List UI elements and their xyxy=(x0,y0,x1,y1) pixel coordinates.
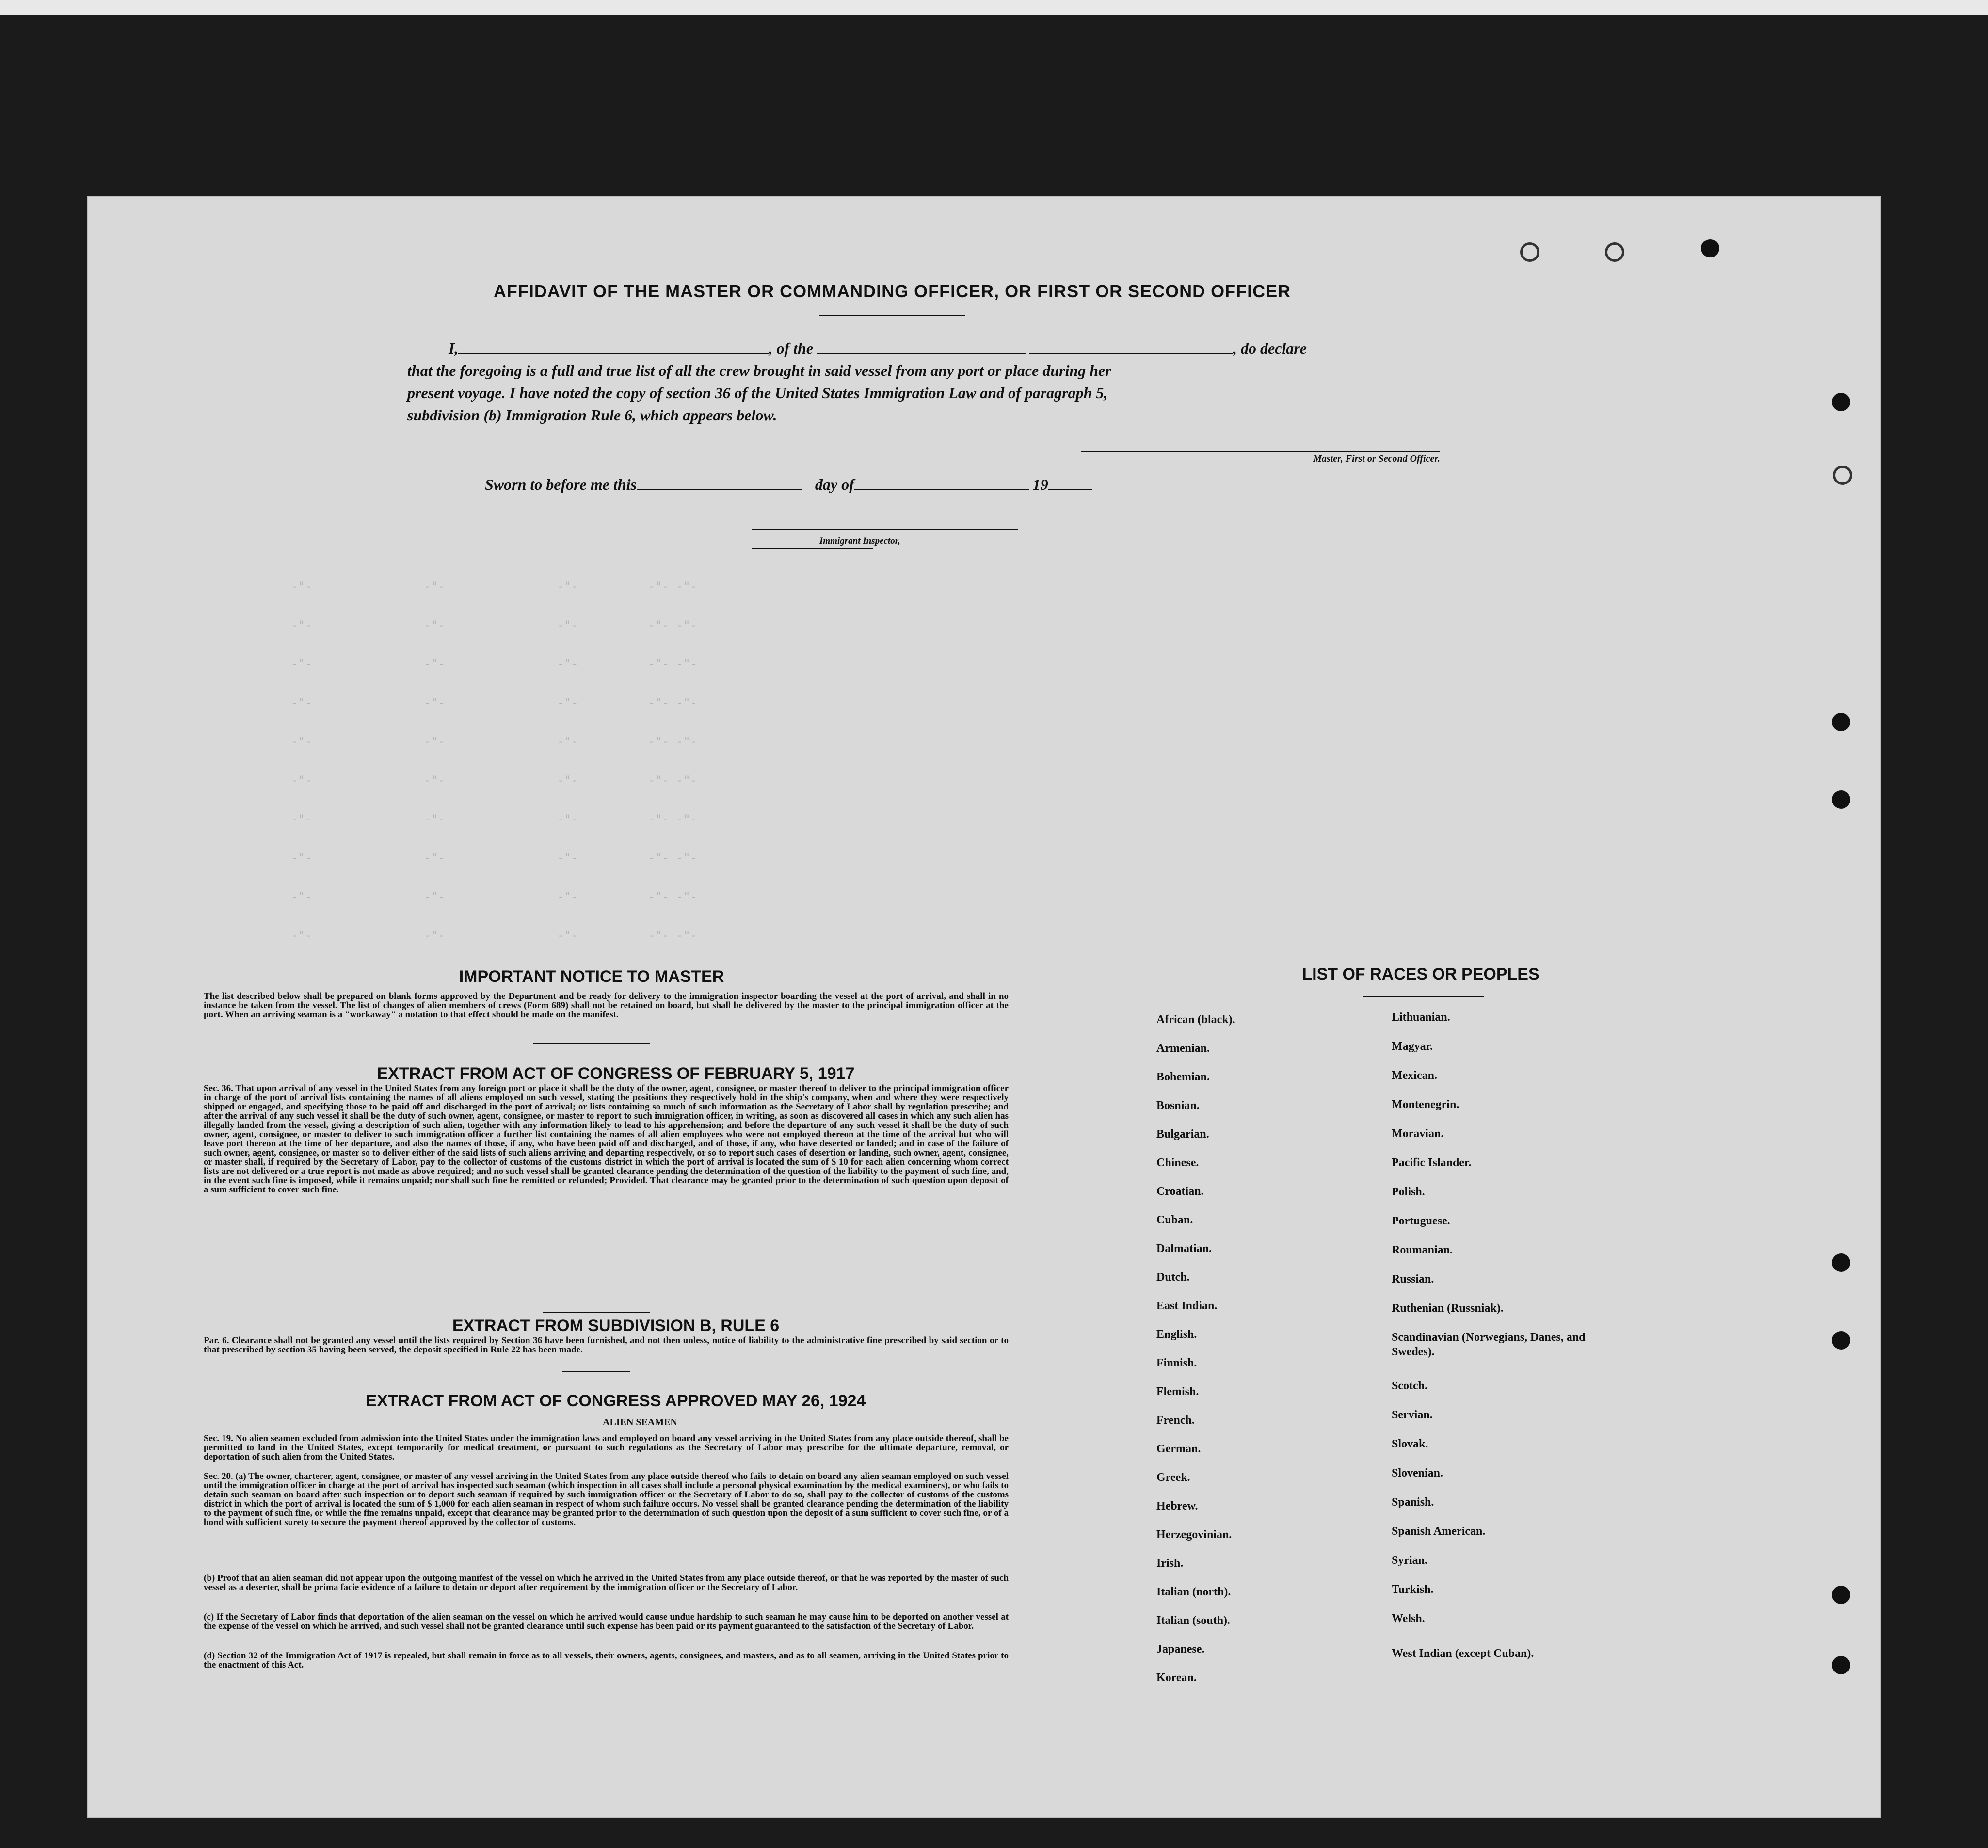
subdivision-title: EXTRACT FROM SUBDIVISION B, RULE 6 xyxy=(452,1317,780,1335)
race-item: West Indian (except Cuban). xyxy=(1392,1647,1534,1660)
sworn-line xyxy=(485,475,1092,494)
race-item: Cuban. xyxy=(1156,1214,1193,1226)
punch-hole xyxy=(1832,1253,1850,1272)
race-item: Hebrew. xyxy=(1156,1500,1198,1512)
race-item: Roumanian. xyxy=(1392,1244,1453,1256)
race-item: Moravian. xyxy=(1392,1127,1444,1140)
race-item: Scotch. xyxy=(1392,1380,1427,1392)
race-item: Russian. xyxy=(1392,1273,1434,1286)
bleed-through-row: -"- -"- -"- -"- -"- xyxy=(291,657,698,671)
race-item: Greek. xyxy=(1156,1471,1190,1484)
punch-hole xyxy=(1832,1586,1850,1604)
name-blank[interactable] xyxy=(458,339,769,354)
affidavit-title: AFFIDAVIT OF THE MASTER OR COMMANDING OFFICER, OR FIRST OR SECOND OFFICER xyxy=(493,281,1291,301)
notice-body: The list described below shall be prepared on blank forms approved by the Department and be ready for delivery to the immigration inspector boarding the vessel at the port of arrival, and shall in no instance be taken from the vessel. The list of changes of alien members of crews (Form 689) shall not be retained on board, but shall be delivered by the master to the principal immigration officer at the port. When an arriving seaman is a "workaway" a notation to that effect should be made on the manifest. xyxy=(204,991,1009,1020)
race-item: Herzegovinian. xyxy=(1156,1528,1232,1541)
bleed-through-row: -"- -"- -"- -"- -"- xyxy=(291,618,698,632)
inspector-label: Immigrant Inspector, xyxy=(819,536,900,546)
sworn-day-blank[interactable] xyxy=(637,475,802,490)
extract-1924-subtitle: ALIEN SEAMEN xyxy=(603,1417,677,1428)
race-item: Turkish. xyxy=(1392,1583,1434,1596)
extract-1924-title: EXTRACT FROM ACT OF CONGRESS APPROVED MAY 26, 1924 xyxy=(366,1392,866,1410)
race-item: Mexican. xyxy=(1392,1069,1437,1082)
race-item: Italian (north). xyxy=(1156,1586,1231,1598)
bleed-through-row: -"- -"- -"- -"- -"- xyxy=(291,890,698,903)
declaration-do-declare: , do declare xyxy=(1233,339,1307,357)
race-item: Armenian. xyxy=(1156,1042,1210,1055)
subdivision-body: Par. 6. Clearance shall not be granted any vessel until the lists required by Section 36 have been furnished, and not then unless, notice of liability to the administrative fine prescribed by said section or to that prescribed by section 35 having been served, the deposit specified in Rule 22 has been made. xyxy=(204,1335,1009,1355)
notice-divider xyxy=(533,1043,650,1044)
declaration-of-the: , of the xyxy=(769,339,813,357)
punch-hole xyxy=(1832,713,1850,731)
race-item: Pacific Islander. xyxy=(1392,1157,1472,1169)
sworn-day-of: day of xyxy=(815,476,854,493)
punch-hole xyxy=(1605,242,1624,262)
notice-title: IMPORTANT NOTICE TO MASTER xyxy=(459,967,724,986)
race-item: Korean. xyxy=(1156,1671,1197,1684)
vessel-blank[interactable] xyxy=(817,339,1026,354)
extract-1924-sec20a: Sec. 20. (a) The owner, charterer, agent, consignee, or master of any vessel arriving in the United States from any place outside thereof who fails to detain on board any alien seaman employed on such vessel until the immigration officer in charge at the port of arrival has inspected such seaman (which inspection in all cases shall include a personal physical examination by the medical examiners), or who fails to detain such seaman on board after such inspection or to deport such seaman if required by such immigration officer or the Secretary of Labor to do so, shall pay to the collector of customs of the customs district in which the port of arrival is located the sum of $ 1,000 for each alien seaman in respect of whom such failure occurs. No vessel shall be granted clearance pending the determination of the liability to the payment of such fine, or while the fine remains unpaid, except that clearance may be granted prior to the determination of such question upon the deposit of a sum sufficient to cover such fine, or of a bond with sufficient surety to secure the payment thereof approved by the collector of customs. xyxy=(204,1471,1009,1527)
manifest-page xyxy=(87,196,1881,1818)
race-item: East Indian. xyxy=(1156,1300,1218,1312)
declaration-line-4: subdivision (b) Immigration Rule 6, which appears below. xyxy=(407,406,777,424)
race-item: German. xyxy=(1156,1443,1201,1455)
race-item: Bulgarian. xyxy=(1156,1128,1209,1141)
vessel-name-blank[interactable] xyxy=(1029,339,1233,354)
race-item: Japanese. xyxy=(1156,1643,1205,1655)
extract-1924-sec19: Sec. 19. No alien seamen excluded from admission into the United States under the immigration laws and employed on board any vessel arriving in the United States from any place outside thereof, shall be permitted to land in the United States, except temporarily for medical treatment, or pursuant to such regulations as the Secretary of Labor may prescribe for the ultimate departure, removal, or deportation of such alien from the United States. xyxy=(204,1433,1009,1462)
race-item: Italian (south). xyxy=(1156,1614,1231,1627)
race-item: African (black). xyxy=(1156,1013,1235,1026)
race-item: Bohemian. xyxy=(1156,1071,1210,1083)
races-title: LIST OF RACES OR PEOPLES xyxy=(1302,965,1539,983)
inspector-signature-line-lower xyxy=(752,548,873,549)
declaration-line-2: that the foregoing is a full and true list of all the crew brought in said vessel from any port or place during her xyxy=(407,362,1111,379)
race-item: Dutch. xyxy=(1156,1271,1190,1284)
race-item: Slovak. xyxy=(1392,1438,1428,1450)
race-item: Croatian. xyxy=(1156,1185,1204,1198)
master-signature-line[interactable] xyxy=(1081,451,1440,452)
race-item: French. xyxy=(1156,1414,1195,1427)
race-item: Finnish. xyxy=(1156,1357,1197,1369)
sworn-year-blank[interactable] xyxy=(1048,475,1092,490)
race-item: Servian. xyxy=(1392,1409,1433,1421)
race-item: Flemish. xyxy=(1156,1385,1199,1398)
bleed-through-row: -"- -"- -"- -"- -"- xyxy=(291,812,698,826)
punch-hole xyxy=(1701,239,1719,257)
bleed-through-row: -"- -"- -"- -"- -"- xyxy=(291,773,698,787)
extract-1924-sec20b: (b) Proof that an alien seaman did not appear upon the outgoing manifest of the vessel on which he arrived in the United States from any place outside thereof, or that he was reported by the master of such vessel as a deserter, shall be prima facie evidence of a failure to detain or deport after requirement by the immigration officer or the Secretary of Labor. xyxy=(204,1573,1009,1592)
race-item: Polish. xyxy=(1392,1186,1425,1198)
extract-1917-divider xyxy=(543,1312,650,1313)
declaration-line-3: present voyage. I have noted the copy of section 36 of the United States Immigration Law and of paragraph 5, xyxy=(407,384,1108,402)
race-item: Portuguese. xyxy=(1392,1215,1450,1227)
race-item: Irish. xyxy=(1156,1557,1184,1570)
sworn-year: 19 xyxy=(1032,476,1048,493)
master-signature-label: Master, First or Second Officer. xyxy=(1313,453,1440,464)
extract-1924-sec20c: (c) If the Secretary of Labor finds that deportation of the alien seaman on the vessel on which he arrived would cause undue hardship to such seaman he may cause him to be deported on another vessel at the expense of the vessel on which he arrived, and such vessel shall not be granted clearance until such expense has been paid or its payment guaranteed to the satisfaction of the Secretary of Labor. xyxy=(204,1612,1009,1631)
race-item: Dalmatian. xyxy=(1156,1242,1212,1255)
title-underline xyxy=(819,315,965,316)
punch-hole xyxy=(1832,1656,1850,1674)
inspector-signature-line[interactable] xyxy=(752,529,1018,530)
race-item: English. xyxy=(1156,1328,1197,1341)
punch-hole xyxy=(1832,1331,1850,1350)
scanner-top-strip xyxy=(0,0,1988,15)
race-item: Chinese. xyxy=(1156,1157,1199,1169)
declaration xyxy=(407,337,1450,426)
race-item: Spanish. xyxy=(1392,1496,1434,1509)
punch-hole xyxy=(1520,242,1539,262)
races-underline xyxy=(1363,996,1484,997)
bleed-through-row: -"- -"- -"- -"- -"- xyxy=(291,851,698,865)
race-item: Lithuanian. xyxy=(1392,1011,1450,1024)
punch-hole xyxy=(1832,790,1850,809)
sworn-text: Sworn to before me this xyxy=(485,476,637,493)
race-item: Welsh. xyxy=(1392,1612,1425,1625)
race-item: Magyar. xyxy=(1392,1040,1433,1053)
bleed-through-row: -"- -"- -"- -"- -"- xyxy=(291,696,698,709)
bleed-through-row: -"- -"- -"- -"- -"- xyxy=(291,929,698,942)
race-item: Slovenian. xyxy=(1392,1467,1443,1479)
race-item: Bosnian. xyxy=(1156,1099,1200,1112)
sworn-month-blank[interactable] xyxy=(854,475,1029,490)
race-item: Scandinavian (Norwegians, Danes, and Swedes). xyxy=(1392,1331,1586,1358)
race-item: Montenegrin. xyxy=(1392,1098,1459,1111)
subdivision-divider xyxy=(562,1371,630,1372)
extract-1917-body: Sec. 36. That upon arrival of any vessel in the United States from any foreign port or place it shall be the duty of the owner, agent, consignee, or master thereof to deliver to the principal immigration officer in charge of the port of arrival lists containing the names of all aliens employed on such vessel, stating the positions they respectively hold in the ship's company, when and where they were respectively shipped or engaged, and specifying those to be paid off and discharged in the port of arrival; or lists containing so much of such information as the Secretary of Labor shall by regulation prescribe; and after the arrival of any such vessel it shall be the duty of such owner, agent, consignee, or master to report to such immigration officer, in writing, as soon as discovered all cases in which any such alien has illegally landed from the vessel, giving a description of such alien, together with any information likely to lead to his apprehension; and before the departure of any such vessel it shall be the duty of such owner, agent, consignee, or master to deliver to such immigration officer a further list containing the names of all alien employees who were not employed thereon at the time of the arrival but who will leave port thereon at the time of her departure, and also the names of those, if any, who have been paid off and discharged, and of those, if any, who have deserted or landed; and in case of the failure of such owner, agent, consignee, or master so to deliver either of the said lists of such aliens arriving and departing respectively, or so to report such cases of desertion or landing, such owner, agent, consignee, or master shall, if required by the Secretary of Labor, pay to the collector of customs of the customs district in which the port of arrival is located the sum of $ 10 for each alien concerning whom correct lists are not delivered or a true report is not made as above required; and no such vessel shall be granted clearance pending the determination of the question of the liability to the payment of such fine, and, in the event such fine is imposed, while it remains unpaid; nor shall such fine be remitted or refunded; Provided. That clearance may be granted prior to the determination of such question upon deposit of a sum sufficient to cover such fine. xyxy=(204,1083,1009,1195)
bleed-through-row: -"- -"- -"- -"- -"- xyxy=(291,735,698,748)
bleed-through-row: -"- -"- -"- -"- -"- xyxy=(291,579,698,593)
extract-1924-sec20d: (d) Section 32 of the Immigration Act of 1917 is repealed, but shall remain in force as to all vessels, their owners, agents, consignees, and masters, and as to all seamen, arriving in the United States prior to the enactment of this Act. xyxy=(204,1651,1009,1670)
punch-hole xyxy=(1833,466,1852,485)
extract-1917-title: EXTRACT FROM ACT OF CONGRESS OF FEBRUARY 5, 1917 xyxy=(377,1064,855,1083)
race-item: Syrian. xyxy=(1392,1554,1428,1567)
declaration-i: I, xyxy=(449,339,459,357)
race-item: Spanish American. xyxy=(1392,1525,1486,1538)
punch-hole xyxy=(1832,393,1850,411)
race-item: Ruthenian (Russniak). xyxy=(1392,1302,1504,1315)
